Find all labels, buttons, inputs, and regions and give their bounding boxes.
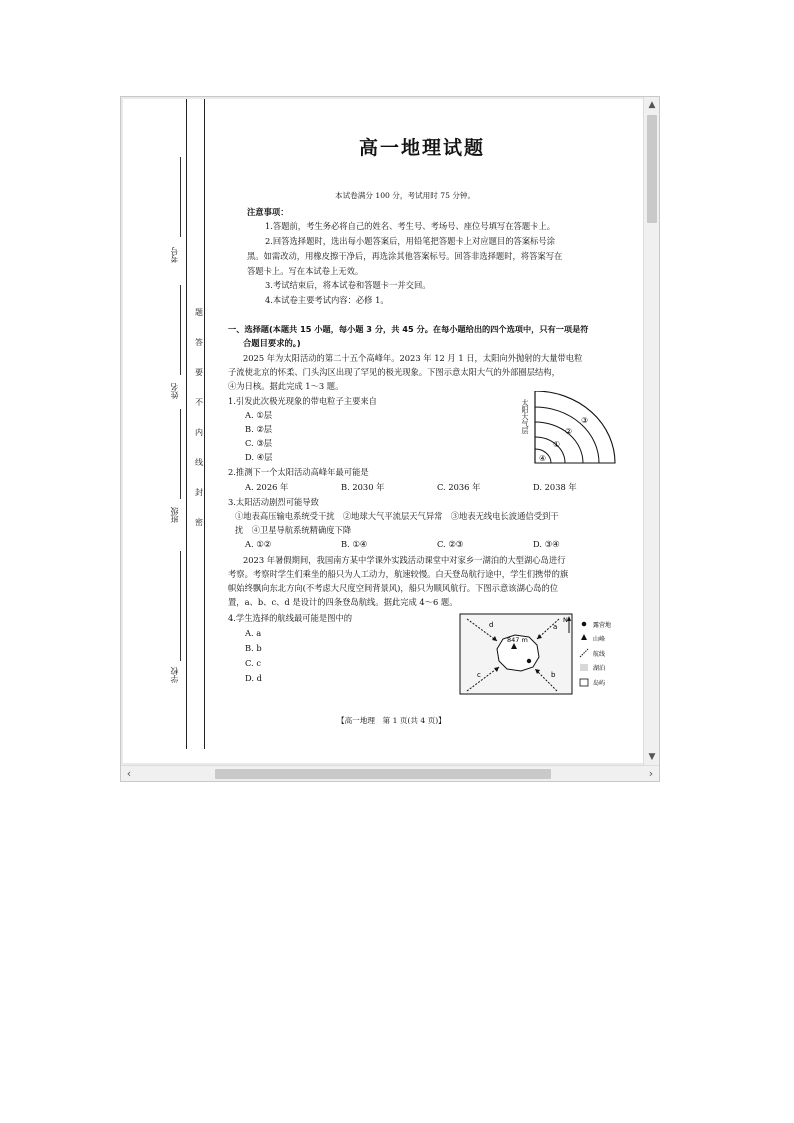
class-label: 班级 [170,507,179,523]
sun-figure-label: 太阳大气层 [521,399,529,434]
legend-route: 航线 [593,651,606,658]
seal-char: 题 [195,308,203,317]
option: D. ④层 [245,452,273,462]
legend-island: 岛屿 [593,680,606,687]
question-stem: 3.太阳活动剧烈可能导致 [228,497,319,507]
vertical-scroll-thumb[interactable] [647,115,657,223]
horizontal-scroll-thumb[interactable] [215,769,551,779]
section-heading: 一、选择题(本题共 15 小题，每小题 3 分，共 45 分。在每小题给出的四个选项中，只有一项是符 [228,324,589,334]
section-heading-cont: 合题目要求的。) [243,338,301,348]
note-line: 3.考试结束后，将本试卷和答题卡一并交回。 [265,280,431,290]
note-line: 答题卡上。写在本试卷上无效。 [247,266,364,276]
name-underline [180,285,181,375]
question-stem: 1.引发此次极光现象的带电粒子主要来自 [228,396,377,406]
sun-layer-mark: ③ [581,416,589,425]
passage-line: 子流使北京的怀柔、门头沟区出现了罕见的极光现象。下图示意太阳大气的外部圈层结构， [228,367,560,377]
route-label: b [551,671,556,679]
exam-no-label: 考号 [170,247,179,263]
lake-icon [580,664,588,671]
legend-lake: 湖泊 [593,665,606,672]
option: A. ①层 [245,410,273,420]
scroll-up-arrow-icon[interactable]: ▲ [648,100,656,110]
seal-char: 封 [195,488,203,497]
island-icon [580,679,588,686]
class-underline [180,409,181,499]
sun-layer-mark: ① [553,440,561,449]
option: A. ①② [245,539,272,549]
map-legend [579,619,629,699]
route-label: a [553,623,558,631]
sun-layer-mark: ② [565,427,573,436]
passage-line: 2025 年为太阳活动的第二十五个高峰年。2023 年 12 月 1 日，太阳向外抛射的大量带电粒 [243,353,583,363]
seal-char: 线 [195,458,203,467]
option: A. a [245,628,262,638]
seal-char: 内 [195,428,203,437]
note-line: 黑。如需改动，用橡皮擦干净后，再选涂其他答案标号。回答非选择题时，将答案写在 [247,251,563,261]
exam-no-underline [180,157,181,237]
page-title: 高一地理试题 [359,137,486,159]
sun-atmosphere-figure [521,391,619,467]
seal-char: 不 [195,398,203,407]
option: B. 2030 年 [341,482,385,492]
question-choices: 扰 ④卫星导航系统精确度下降 [235,525,352,535]
legend-camp: 露营地 [593,622,612,629]
notes-title: 注意事项： [247,207,289,217]
vertical-scrollbar[interactable] [643,97,659,765]
question-stem: 4.学生选择的航线最可能是图中的 [228,613,353,623]
scroll-left-arrow-icon[interactable]: ‹ [126,767,132,780]
passage-line: ④为日核。据此完成 1～3 题。 [228,381,344,391]
horizontal-scrollbar[interactable] [121,765,659,781]
option: B. ②层 [245,424,273,434]
lake-island-map [459,613,573,695]
passage-line: 考察。考察时学生们乘坐的船只为人工动力，航速较慢。白天登岛航行途中，学生们携带的旗 [228,569,569,579]
exam-page [123,99,643,763]
option: C. c [245,658,261,668]
route-label: c [477,671,481,679]
option: D. d [245,673,262,683]
option: C. ③层 [245,438,273,448]
name-label: 姓名 [170,383,179,399]
option: B. b [245,643,262,653]
option: D. ③④ [533,539,560,549]
option: C. 2036 年 [437,482,481,492]
passage-line: 帜始终飘向东北方向(不考虑大尺度空间背景风)，船只为顺风航行。下图示意该湖心岛的位 [228,583,559,593]
peak-elevation: 847 m [507,636,528,644]
north-label: N [563,616,568,624]
question-choices: ①地表高压输电系统受干扰 ②地球大气平流层天气异常 ③地表无线电长波通信受到干 [235,511,559,521]
option: A. 2026 年 [245,482,289,492]
school-label: 学校 [170,667,179,683]
binding-line-right [204,99,205,749]
option: D. 2038 年 [533,482,577,492]
option: C. ②③ [437,539,464,549]
scroll-down-arrow-icon[interactable]: ▼ [648,752,656,762]
seal-char: 答 [195,338,203,347]
seal-char: 要 [195,368,203,377]
note-line: 1.答题前，考生务必将自己的姓名、考生号、考场号、座位号填写在答题卡上。 [265,221,556,231]
camp-icon [582,622,587,627]
peak-icon [581,634,587,640]
passage-line: 2023 年暑假期间，我国南方某中学课外实践活动课堂中对家乡一湖泊的大型湖心岛进行 [243,555,566,565]
seal-char: 密 [195,518,203,527]
passage-line: 置，a、b、c、d 是设计的四条登岛航线。据此完成 4～6 题。 [228,597,458,607]
legend-peak: 山峰 [593,636,606,643]
note-line: 4.本试卷主要考试内容：必修 1。 [265,295,389,305]
document-viewer [120,96,660,782]
school-underline [180,551,181,661]
sun-layer-mark: ④ [539,454,547,463]
exam-subtitle: 本试卷满分 100 分，考试用时 75 分钟。 [335,191,476,200]
option: B. ①④ [341,539,368,549]
note-line: 2.回答选择题时，选出每小题答案后，用铅笔把答题卡上对应题目的答案标号涂 [265,236,556,246]
route-icon [580,649,588,657]
question-stem: 2.推测下一个太阳活动高峰年最可能是 [228,467,369,477]
route-label: d [489,621,494,629]
binding-line-left [186,99,187,749]
page-footer: 【高一地理 第 1 页(共 4 页)】 [337,716,446,725]
scroll-right-arrow-icon[interactable]: › [648,767,654,780]
